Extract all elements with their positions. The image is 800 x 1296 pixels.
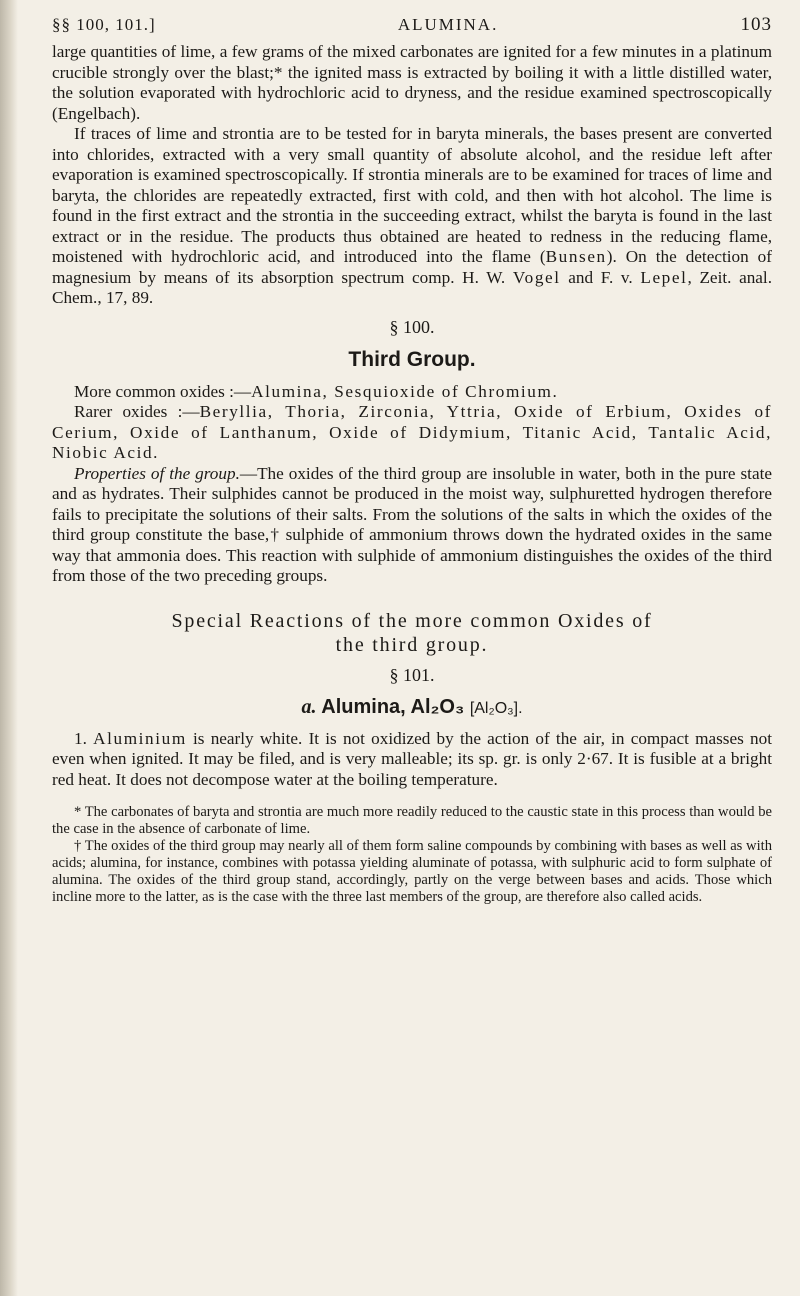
footnote-star: * The carbonates of baryta and strontia are much more readily reduced to the caustic state in this process than would be the case in the absence of carbonate of lime. [52, 804, 772, 837]
footnote-dagger: † The oxides of the third group may nearly all of them form saline compounds by combining with bases as well as with acids; alumina, for instance, combines with potassa yielding aluminate of potassa, with sulphuric acid to form sulphate of alumina. The oxides of the third group stand, accordingly, partly on the verge between bases and acids. Those which incline more to the latter, as is the case with the three last members of the group, are therefore also called acids. [52, 838, 772, 905]
section-100-heading: § 100. [389, 316, 435, 337]
aluminium-term: Aluminium [93, 728, 187, 748]
running-head [52, 14, 772, 36]
paragraph-properties: Properties of the group.—The oxides of the third group are insoluble in water, both in the pure state and as hydrates. Their sulphides cannot be produced in the moist way, sulphuretted hydrogen therefore fails to precipitate the solutions of their salts. From the solutions of the salts in which the oxides of the third group constitute the base,† sulphide of ammonium throws down the hydrated oxides in the same way that ammonia does. This reaction with sulphide of ammonium distinguishes the oxides of the third from those of the two preceding groups. [52, 463, 772, 585]
author-bunsen: Bunsen [545, 247, 607, 266]
paragraph-lime: large quantities of lime, a few grams of the mixed carbonates are ignited for a few minutes in a platinum crucible strongly over the blast;* the ignited mass is extracted by boiling it with a little distilled water, the solution evaporated with hydrochloric acid to dryness, and the residue examined spectroscopically (Engelbach). [52, 42, 772, 123]
special-reactions-heading: Special Reactions of the more common Oxides of the third group. [171, 609, 653, 656]
alumina-heading: a. Alumina, Al₂O₃ [Al₂O₃]. [301, 695, 523, 718]
paragraph-aluminium: 1. Aluminium is nearly white. It is not oxidized by the action of the air, in compact masses not even when ignited. It may be filed, and is very malleable; its sp. gr. is only 2·67. It is fusible at a bright red heat. It does not decompose water at the boiling temperature. [52, 728, 773, 789]
page-number: 103 [740, 14, 772, 35]
paragraph-traces: If traces of lime and strontia are to be tested for in baryta minerals, the bases present are converted into chlorides, extracted with a very small quantity of absolute alcohol, and the residue left after evaporation is examined spectroscopically. If strontia minerals are to be examined for traces of lime and baryta, the chlorides are repeatedly extracted, first with cold, and then with hot alcohol. The lime is found in the first extract and the strontia in the succeeding extract, whilst the baryta is found in the last extract or in the residue. The products thus obtained are heated to redness in the reducing flame, moistened with hydrochloric acid, and introduced into the flame (Bunsen). On the detection of magnesium by means of its absorption spectrum comp. H. W. Vogel and F. v. Lepel, Zeit. anal. Chem., 17, 89. [52, 124, 772, 307]
paragraph-common-oxides: More common oxides :—Alumina, Sesquioxide of Chromium. [74, 381, 559, 401]
book-spine-shadow [0, 0, 18, 1296]
running-title: ALUMINA. [397, 15, 499, 34]
rarer-oxides-list: Beryllia, Thoria, Zirconia, Yttria, Oxide of Erbium, Oxides of Cerium, Oxide of Lanthanum, Oxide of Didymium, Titanic Acid, Tantalic Acid, Niobic Acid. [52, 402, 772, 462]
third-group-title: Third Group. [348, 347, 476, 371]
author-lepel: Lepel [640, 267, 688, 287]
common-oxides-list: Alumina, Sesquioxide of Chromium. [251, 381, 559, 401]
section-reference: §§ 100, 101.] [52, 15, 156, 34]
book-page [52, 14, 772, 906]
footnotes [52, 804, 772, 906]
paragraph-rarer-oxides: Rarer oxides :—Beryllia, Thoria, Zirconia, Yttria, Oxide of Erbium, Oxides of Cerium, Oxide of Lanthanum, Oxide of Didymium, Titanic Acid, Tantalic Acid, Niobic Acid. [52, 402, 772, 462]
properties-label: Properties of the group. [74, 463, 240, 483]
author-vogel: Vogel [512, 267, 561, 287]
section-101-heading: § 101. [389, 664, 435, 685]
